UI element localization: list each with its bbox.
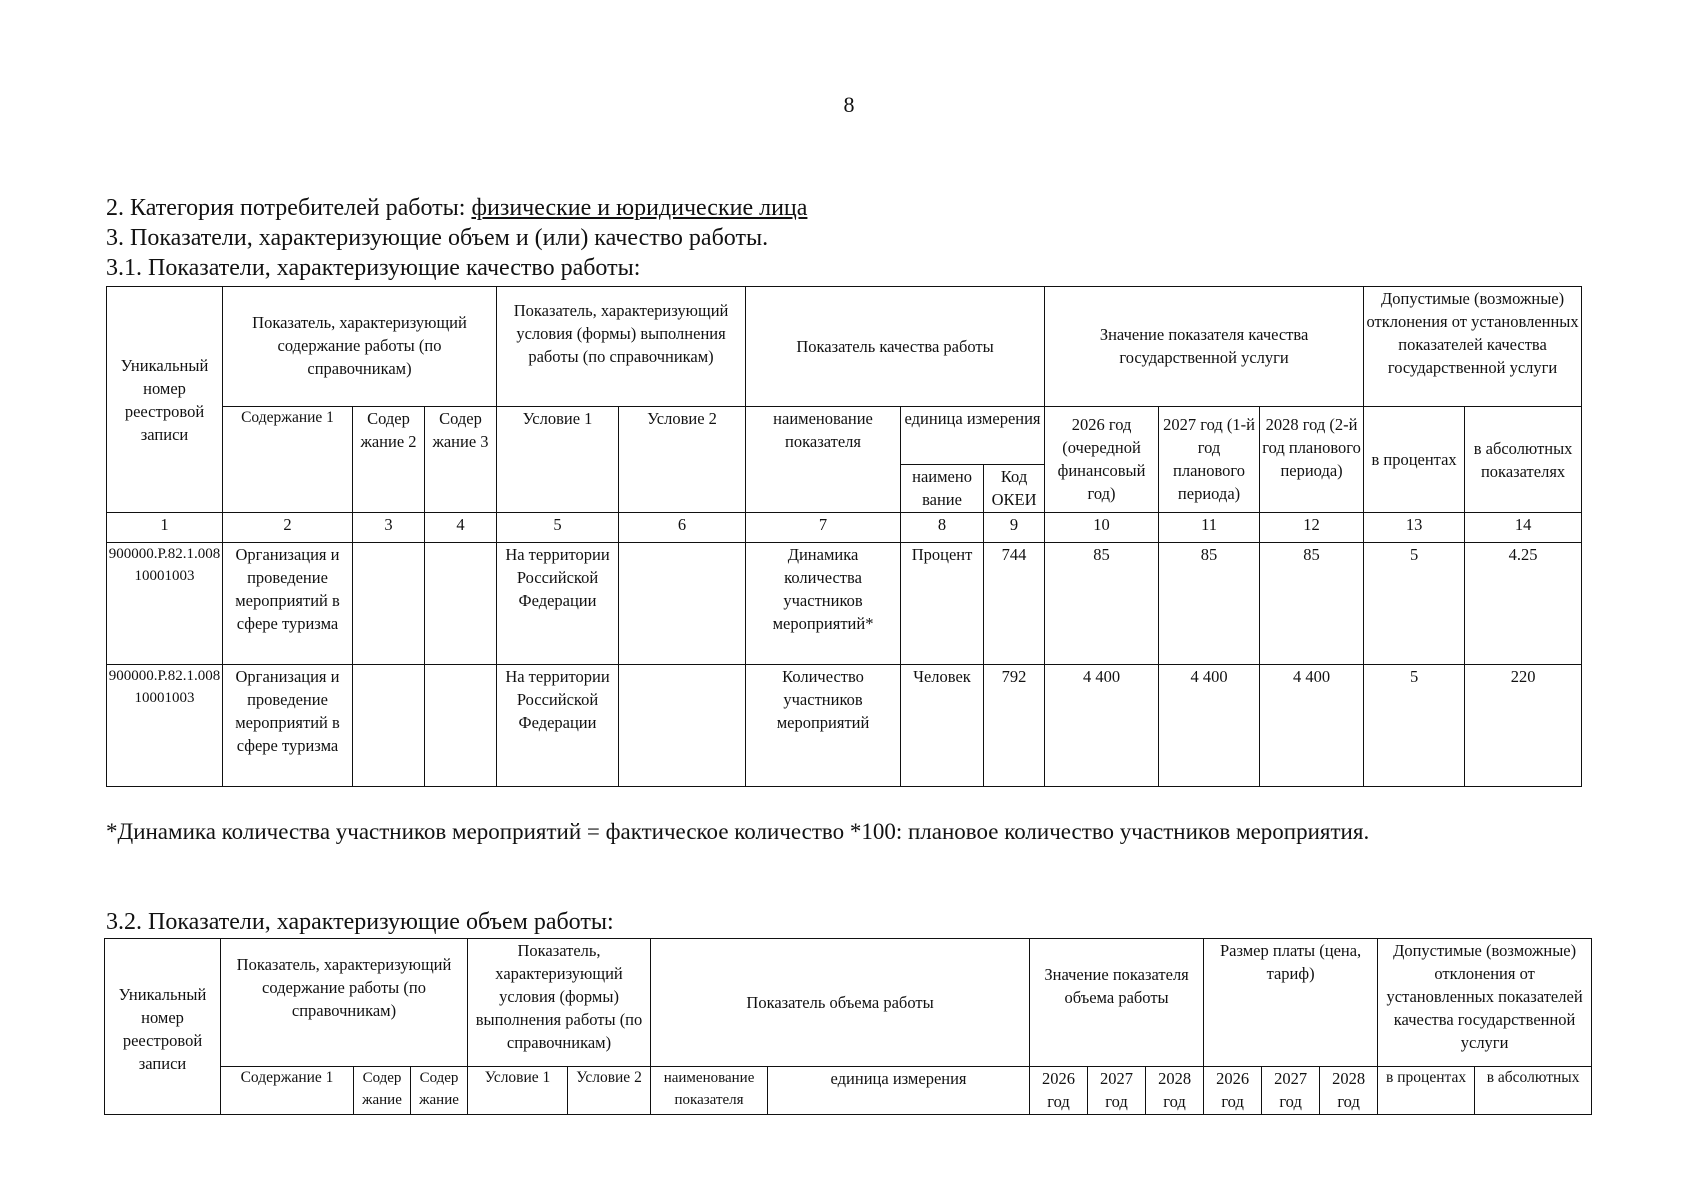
col-number: 13 (1364, 513, 1465, 543)
cell-value-2026: 85 (1045, 543, 1159, 665)
col-number: 7 (746, 513, 901, 543)
header-unit-name: наимено вание (901, 465, 984, 513)
header-value-group: Значение показателя объема работы (1030, 939, 1204, 1067)
section-3-title: 3. Показатели, характеризующие объем и (или) качество работы. (106, 225, 769, 251)
cell-value-2028: 4 400 (1260, 665, 1364, 787)
section-3-2-title: 3.2. Показатели, характеризующие объем работы: (106, 909, 614, 935)
cell-content-3 (425, 665, 497, 787)
col-number: 12 (1260, 513, 1364, 543)
header-deviation-group: Допустимые (возможные) отклонения от установленных показателей качества государственной услуги (1378, 939, 1592, 1067)
header-volume-group: Показатель объема работы (651, 939, 1030, 1067)
cell-indicator: Количество участников мероприятий (746, 665, 901, 787)
cell-code: 900000.Р.82.1.00810001003 (107, 543, 223, 665)
cell-deviation-percent: 5 (1364, 665, 1465, 787)
header-content-group: Показатель, характеризующий содержание работы (по справочникам) (221, 939, 468, 1067)
header-price-2026: 2026 год (1204, 1067, 1262, 1115)
cell-content-3 (425, 543, 497, 665)
header-content-1: Содержание 1 (223, 407, 353, 513)
cell-unit-name: Человек (901, 665, 984, 787)
cell-content-1: Организация и проведение мероприятий в сфере туризма (223, 665, 353, 787)
table-row (107, 543, 1582, 665)
table-row (107, 665, 1582, 787)
header-value-2026: 2026 год (1030, 1067, 1088, 1115)
consumer-category-label: 2. Категория потребителей работы: (106, 195, 472, 221)
consumer-category-value: физические и юридические лица (471, 195, 808, 221)
header-content-group: Показатель, характеризующий содержание работы (по справочникам) (223, 287, 497, 407)
col-number: 5 (497, 513, 619, 543)
cell-content-2 (353, 543, 425, 665)
col-number: 1 (107, 513, 223, 543)
header-unique-number: Уникальный номер реестровой записи (107, 287, 223, 513)
consumer-category-line (106, 194, 807, 222)
header-condition-2: Условие 2 (568, 1067, 651, 1115)
volume-indicators-table (104, 938, 1592, 1115)
header-year-2028: 2028 год (2-й год планового периода) (1260, 407, 1364, 513)
quality-indicators-table (106, 286, 1582, 787)
col-number: 3 (353, 513, 425, 543)
header-condition-2: Условие 2 (619, 407, 746, 513)
cell-deviation-percent: 5 (1364, 543, 1465, 665)
cell-content-2 (353, 665, 425, 787)
col-number: 14 (1465, 513, 1582, 543)
cell-unit-name: Процент (901, 543, 984, 665)
header-content-2: Содер жание (354, 1067, 411, 1115)
header-unit: единица измерения (768, 1067, 1030, 1115)
col-number: 9 (984, 513, 1045, 543)
header-percent: в процентах (1364, 407, 1465, 513)
header-value-2027: 2027 год (1088, 1067, 1146, 1115)
cell-okei: 744 (984, 543, 1045, 665)
header-year-2027: 2027 год (1-й год планового периода) (1159, 407, 1260, 513)
header-absolute: в абсолютных показателях (1465, 407, 1582, 513)
header-price-2027: 2027 год (1262, 1067, 1320, 1115)
col-number: 11 (1159, 513, 1260, 543)
section-3-1-title: 3.1. Показатели, характеризующие качество работы: (106, 255, 641, 281)
column-numbers-row (107, 513, 1582, 543)
col-number: 2 (223, 513, 353, 543)
header-percent: в процентах (1378, 1067, 1475, 1115)
cell-indicator: Динамика количества участников мероприятий* (746, 543, 901, 665)
header-quality-group: Показатель качества работы (746, 287, 1045, 407)
header-content-3: Содер жание (411, 1067, 468, 1115)
col-number: 6 (619, 513, 746, 543)
cell-value-2026: 4 400 (1045, 665, 1159, 787)
header-content-2: Содер жание 2 (353, 407, 425, 513)
header-indicator-name: наименование показателя (746, 407, 901, 513)
header-conditions-group: Показатель, характеризующий условия (формы) выполнения работы (по справочникам) (468, 939, 651, 1067)
cell-condition-2 (619, 665, 746, 787)
cell-condition-1: На территории Российской Федерации (497, 665, 619, 787)
header-unique-number: Уникальный номер реестровой записи (105, 939, 221, 1115)
header-content-3: Содер жание 3 (425, 407, 497, 513)
header-content-1: Содержание 1 (221, 1067, 354, 1115)
header-condition-1: Условие 1 (468, 1067, 568, 1115)
header-price-2028: 2028 год (1320, 1067, 1378, 1115)
header-indicator-name: наименование показателя (651, 1067, 768, 1115)
cell-value-2028: 85 (1260, 543, 1364, 665)
header-unit: единица измерения (901, 407, 1045, 465)
header-deviation-group: Допустимые (возможные) отклонения от установленных показателей качества государственной услуги (1364, 287, 1582, 407)
cell-deviation-absolute: 220 (1465, 665, 1582, 787)
cell-content-1: Организация и проведение мероприятий в сфере туризма (223, 543, 353, 665)
col-number: 10 (1045, 513, 1159, 543)
cell-deviation-absolute: 4.25 (1465, 543, 1582, 665)
cell-condition-1: На территории Российской Федерации (497, 543, 619, 665)
header-value-group: Значение показателя качества государственной услуги (1045, 287, 1364, 407)
header-conditions-group: Показатель, характеризующий условия (формы) выполнения работы (по справочникам) (497, 287, 746, 407)
header-condition-1: Условие 1 (497, 407, 619, 513)
footnote: *Динамика количества участников мероприятий = фактическое количество *100: плановое количество участников мероприятия. (106, 819, 1370, 844)
header-okei: Код ОКЕИ (984, 465, 1045, 513)
cell-value-2027: 85 (1159, 543, 1260, 665)
cell-value-2027: 4 400 (1159, 665, 1260, 787)
header-absolute: в абсолютных (1475, 1067, 1592, 1115)
header-price-group: Размер платы (цена, тариф) (1204, 939, 1378, 1067)
header-value-2028: 2028 год (1146, 1067, 1204, 1115)
page-number: 8 (843, 92, 855, 117)
cell-code: 900000.Р.82.1.00810001003 (107, 665, 223, 787)
col-number: 4 (425, 513, 497, 543)
header-year-2026: 2026 год (очередной финансовый год) (1045, 407, 1159, 513)
col-number: 8 (901, 513, 984, 543)
cell-condition-2 (619, 543, 746, 665)
cell-okei: 792 (984, 665, 1045, 787)
